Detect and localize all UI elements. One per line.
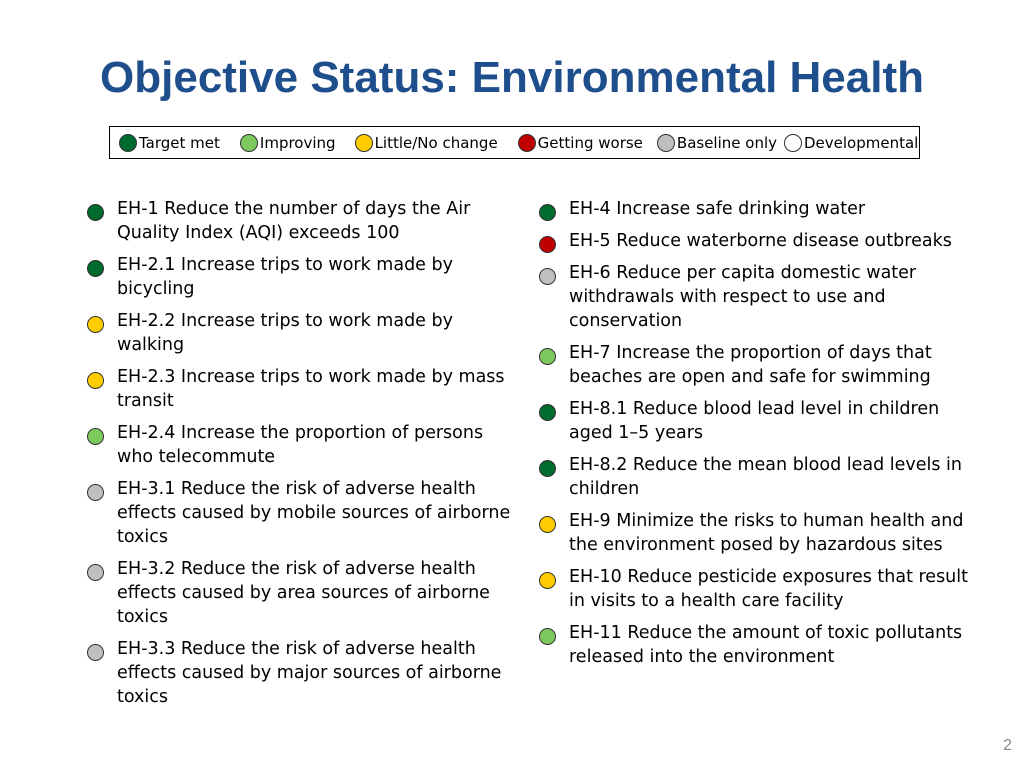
- objective-item: [539, 565, 979, 613]
- status-dot-icon: [87, 564, 104, 581]
- status-dot-icon: [539, 516, 556, 533]
- objective-item: [87, 557, 517, 629]
- status-dot-icon: [87, 372, 104, 389]
- objective-text: EH-2.2 Increase trips to work made by walking: [117, 311, 453, 355]
- status-dot-icon: [87, 428, 104, 445]
- objective-text: EH-5 Reduce waterborne disease outbreaks: [569, 231, 952, 251]
- legend-label: Little/No change: [374, 133, 498, 152]
- status-dot-icon: [539, 628, 556, 645]
- status-dot-icon: [539, 204, 556, 221]
- legend-item: [518, 134, 643, 152]
- status-dot-icon: [87, 316, 104, 333]
- legend-label: Target met: [139, 133, 220, 152]
- legend-label: Developmental: [804, 133, 919, 152]
- status-dot-icon: [87, 260, 104, 277]
- objective-text: EH-1 Reduce the number of days the Air Quality Index (AQI) exceeds 100: [117, 199, 471, 243]
- objective-item: [539, 509, 979, 557]
- legend-item: [240, 134, 336, 152]
- status-dot-icon: [87, 644, 104, 661]
- objective-text: EH-9 Minimize the risks to human health and the environment posed by hazardous sites: [569, 511, 964, 555]
- objective-text: EH-8.1 Reduce blood lead level in children aged 1–5 years: [569, 399, 940, 443]
- objective-item: [87, 197, 517, 245]
- objective-text: EH-6 Reduce per capita domestic water withdrawals with respect to use and conservation: [569, 263, 917, 331]
- objective-text: EH-7 Increase the proportion of days that beaches are open and safe for swimming: [569, 343, 932, 387]
- objective-item: [87, 421, 517, 469]
- objective-item: [87, 309, 517, 357]
- objective-text: EH-2.1 Increase trips to work made by bicycling: [117, 255, 453, 299]
- status-dot-icon: [539, 572, 556, 589]
- objective-text: EH-10 Reduce pesticide exposures that result in visits to a health care facility: [569, 567, 968, 611]
- objective-item: [87, 253, 517, 301]
- status-dot-icon: [539, 348, 556, 365]
- status-dot-icon: [539, 404, 556, 421]
- page-number: 2: [1003, 737, 1012, 754]
- status-dot-icon: [240, 134, 258, 152]
- objective-text: EH-3.2 Reduce the risk of adverse health effects caused by area sources of airborne toxics: [117, 559, 490, 627]
- objective-text: EH-4 Increase safe drinking water: [569, 199, 866, 219]
- objective-item: [539, 397, 979, 445]
- status-dot-icon: [539, 268, 556, 285]
- objective-text: EH-11 Reduce the amount of toxic pollutants released into the environment: [569, 623, 963, 667]
- status-dot-icon: [119, 134, 137, 152]
- legend-item: [657, 134, 777, 152]
- objective-text: EH-2.4 Increase the proportion of persons who telecommute: [117, 423, 484, 467]
- legend-label: Getting worse: [537, 133, 643, 152]
- objective-item: [539, 453, 979, 501]
- legend-label: Improving: [259, 133, 336, 152]
- status-legend: [109, 126, 920, 159]
- status-dot-icon: [657, 134, 675, 152]
- objective-item: [539, 229, 979, 253]
- status-dot-icon: [539, 460, 556, 477]
- legend-label: Baseline only: [676, 133, 777, 152]
- objective-text: EH-8.2 Reduce the mean blood lead levels in children: [569, 455, 963, 499]
- slide-title: Objective Status: Environmental Health: [100, 53, 924, 102]
- status-dot-icon: [87, 204, 104, 221]
- objective-item: [87, 637, 517, 709]
- objective-text: EH-3.1 Reduce the risk of adverse health effects caused by mobile sources of airborne toxics: [117, 479, 511, 547]
- status-dot-icon: [87, 484, 104, 501]
- objective-item: [539, 261, 979, 333]
- objective-item: [539, 197, 979, 221]
- objectives-list-right: [539, 197, 979, 677]
- legend-item: [119, 134, 220, 152]
- objective-item: [87, 365, 517, 413]
- objective-item: [539, 341, 979, 389]
- objectives-list-left: [87, 197, 517, 717]
- objective-text: EH-3.3 Reduce the risk of adverse health effects caused by major sources of airborne toxics: [117, 639, 502, 707]
- objective-text: EH-2.3 Increase trips to work made by mass transit: [117, 367, 505, 411]
- status-dot-icon: [539, 236, 556, 253]
- objective-item: [539, 621, 979, 669]
- legend-item: [784, 134, 918, 152]
- status-dot-icon: [784, 134, 802, 152]
- status-dot-icon: [518, 134, 536, 152]
- legend-item: [355, 134, 498, 152]
- status-dot-icon: [355, 134, 373, 152]
- objective-item: [87, 477, 517, 549]
